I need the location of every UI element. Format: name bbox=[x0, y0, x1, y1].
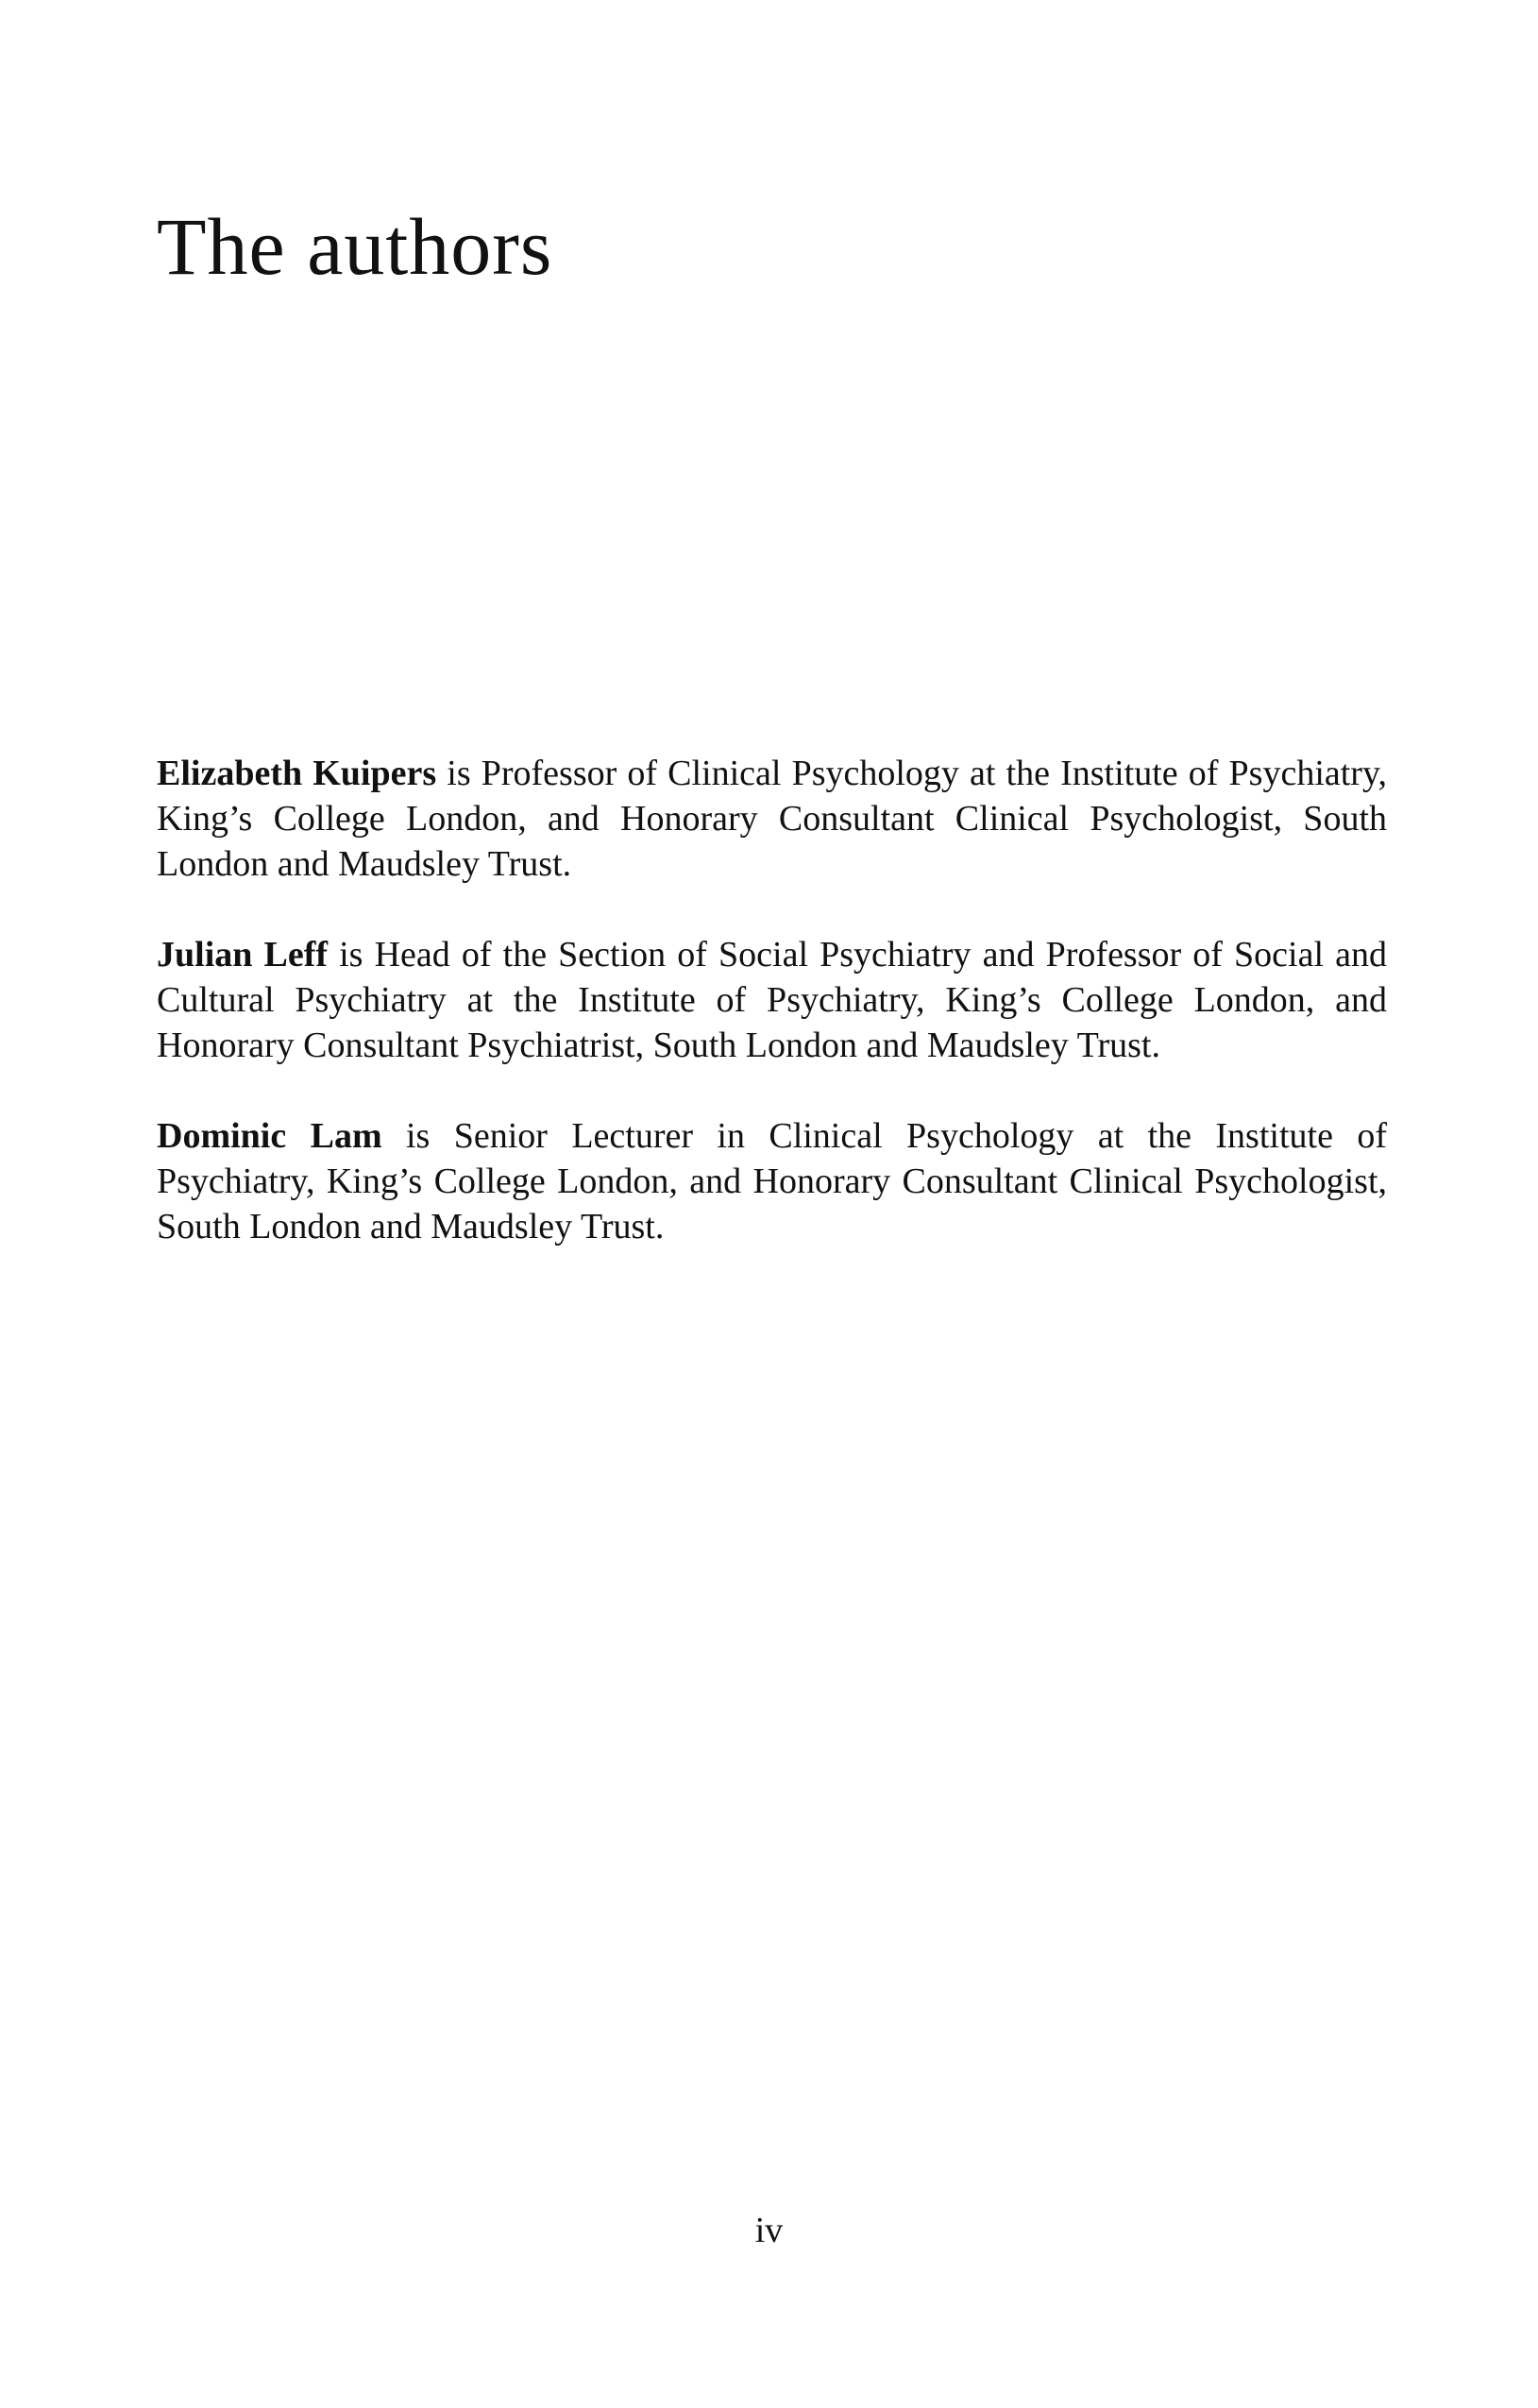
author-bio-leff bbox=[157, 932, 1387, 1068]
author-description: is Professor of Clinical Psychology at the Institute of Psychiatry, King’s College London, and Honorary Consultant Clinical Psychologist, South London and Maudsley Trust. bbox=[157, 754, 1387, 884]
author-name: Julian Leff bbox=[157, 935, 329, 975]
page-title: The authors bbox=[157, 201, 553, 292]
author-bio-lam bbox=[157, 1113, 1387, 1249]
author-description: is Head of the Section of Social Psychiatry and Professor of Social and Cultural Psychiatry at the Institute of Psychiatry, King’s College London, and Honorary Consultant Psychiatrist, South London and Maudsley Trust. bbox=[157, 935, 1387, 1065]
author-bios bbox=[157, 751, 1387, 1295]
author-bio-kuipers bbox=[157, 751, 1387, 887]
author-name: Dominic Lam bbox=[157, 1116, 382, 1156]
page-number: iv bbox=[754, 2211, 784, 2250]
author-name: Elizabeth Kuipers bbox=[157, 754, 437, 793]
author-description: is Senior Lecturer in Clinical Psychology at the Institute of Psychiatry, King’s College London, and Honorary Consultant Clinical Psychologist, South London and Maudsley Trust. bbox=[157, 1116, 1387, 1246]
